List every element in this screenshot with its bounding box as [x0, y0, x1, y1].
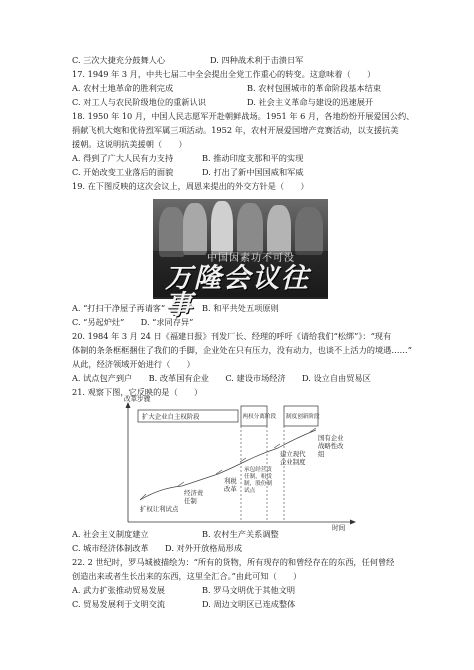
photo-caption-title: 万隆会议往事 — [165, 263, 310, 321]
step-label-3b: 改革 — [224, 485, 237, 493]
q16-option-d: D. 四种战术利于击溃日军 — [210, 55, 304, 65]
q18-stem-3: 援朝。这说明抗美援朝（ ） — [72, 139, 187, 149]
photo-caption-small: 中国因素功不可没 — [207, 253, 295, 264]
step-label-6c: 组 — [318, 450, 325, 458]
enterprise-reform-diagram — [120, 396, 360, 530]
q22-stem-1: 22. 2 世纪时，罗马城被描绘为：“所有的货物，所有现存的和曾经存在的东西，任何曾经 — [72, 557, 395, 567]
q21-option-a: A. 社会主义制度建立 — [72, 529, 149, 539]
diagram-xlabel: 时间 — [332, 524, 346, 532]
q17-stem: 17. 1949 年 3 月，中共七届二中全会提出全党工作重心的转变。这意味着（ ） — [72, 69, 376, 79]
q20-options: A. 试点包产到户 B. 改革国有企业 C. 建设市场经济 D. 设立自由贸易区 — [72, 373, 371, 383]
q17-option-c: C. 对工人与农民阶级地位的重新认识 — [72, 97, 206, 107]
step-label-4a: 承包经营责 — [244, 467, 272, 473]
q17-option-d: D. 社会主义革命与建设的迅速展开 — [247, 97, 374, 107]
q18-option-b: B. 推动印度支那和平的实现 — [202, 153, 304, 163]
step-label-2b: 任制 — [184, 497, 197, 505]
q19-option-a: A. “打扫干净屋子再请客” — [72, 303, 166, 313]
q21-option-b: B. 农村生产关系调整 — [202, 529, 279, 539]
q20-stem-3: 从此，经济领域开始进行（ ） — [72, 359, 195, 369]
step-label-2a: 经济责 — [184, 489, 204, 497]
step-label-3a: 利税 — [224, 477, 237, 485]
q18-option-d: D. 打出了新中国国威和军威 — [202, 167, 304, 177]
step-label-1: 扩权让利试点 — [140, 505, 179, 513]
step-label-5a: 建立现代 — [280, 450, 306, 458]
step-label-4d: 试点 — [244, 488, 256, 494]
q22-stem-2: 创造出来或者生长出来的东西，这里全汇合。”由此可知（ ） — [72, 571, 302, 581]
q18-stem-2: 捐献飞机大炮和优待烈军属三项活动。1952 年，农村开展爱国增产竞赛活动，以支援抗美 — [72, 125, 399, 135]
q17-option-a: A. 农村土地革命的胜利完成 — [72, 83, 174, 93]
q21-stem: 21. 观察下图，它反映的是（ ） — [72, 387, 203, 397]
stage1-box: 扩大企业自主权阶段 — [142, 412, 200, 421]
step-label-6a: 国有企业 — [318, 434, 344, 442]
stage2-box: 两权分离阶段 — [242, 414, 277, 420]
q20-stem-2: 体制的条条框框捆住了我们的手脚，企业处在只有压力，没有动力，也谈不上活力的境遇……” — [72, 345, 412, 355]
q19-option-b: B. 和平共处五项原则 — [202, 303, 279, 313]
q18-option-a: A. 得到了广大人民有力支持 — [72, 153, 174, 163]
q22-option-a: A. 武力扩张推动贸易发展 — [72, 585, 165, 595]
q18-stem-1: 18. 1950 年 10 月，中国人民志愿军开赴朝鲜战场。1951 年 6 月，各地纷纷开展爱国公约、 — [72, 111, 415, 121]
q20-stem-1: 20. 1984 年 3 月 24 日《福建日报》刊发厂长、经理的呼吁《请给我们“松绑”》：“现有 — [72, 331, 392, 341]
step-label-4b: 任制，租赁 — [244, 474, 272, 480]
q22-option-b: B. 罗马文明优于其他文明 — [202, 585, 296, 595]
step-label-6b: 战略性改 — [318, 442, 344, 450]
step-label-4c: 制，股份制 — [244, 481, 272, 487]
q16-option-c: C. 三次大捷充分鼓舞人心 — [72, 55, 166, 65]
q22-option-d: D. 周边文明区已连成整体 — [202, 599, 296, 609]
step-label-5b: 企业制度 — [280, 458, 306, 466]
q21-option-cd: C. 城市经济体制改革 D. 对外开放格局形成 — [72, 543, 243, 553]
stage3-box: 制度创新阶段 — [286, 414, 320, 420]
q18-option-c: C. 开始改变工业落后的面貌 — [72, 167, 174, 177]
diagram-ylabel: 改革步骤 — [124, 395, 151, 403]
q19-stem: 19. 在下图反映的这次会议上，周恩来提出的外交方针是（ ） — [72, 181, 309, 191]
q19-option-cd: C. “另起炉灶” D. “求同存异” — [72, 317, 194, 327]
q22-option-c: C. 贸易发展利于文明交流 — [72, 599, 166, 609]
q17-option-b: B. 农村包围城市的革命阶段基本结束 — [247, 83, 382, 93]
